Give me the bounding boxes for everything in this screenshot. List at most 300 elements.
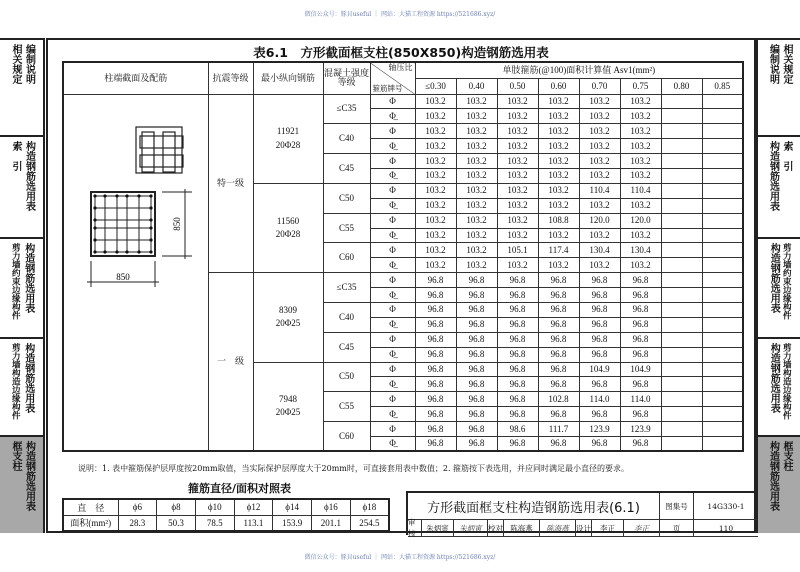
area-value: 103.2 bbox=[538, 228, 579, 243]
diameter-value: ϕ10 bbox=[195, 499, 234, 515]
concrete-grade: C45 bbox=[323, 332, 370, 362]
area-value bbox=[702, 168, 743, 183]
designer-name: 李正 bbox=[592, 520, 624, 537]
area-value: 96.8 bbox=[415, 436, 456, 451]
section-tab-inner-label: 构造钢筋选用表 bbox=[767, 441, 779, 511]
section-tab-1[interactable] bbox=[0, 137, 43, 239]
area-value: 96.8 bbox=[456, 347, 497, 362]
header-ratio: 0.50 bbox=[497, 78, 538, 94]
area-value: 102.8 bbox=[538, 392, 579, 407]
rebar-selection-table bbox=[62, 61, 744, 452]
stirrup-grade-symbol: Φ̲ bbox=[370, 168, 415, 183]
concrete-grade: ≤C35 bbox=[323, 94, 370, 124]
section-tab-0[interactable] bbox=[758, 40, 800, 137]
area-value: 96.8 bbox=[579, 317, 620, 332]
atlas-number: 14G330-1 bbox=[694, 493, 758, 520]
area-value: 96.8 bbox=[497, 288, 538, 303]
area-value: 96.8 bbox=[456, 436, 497, 451]
stirrup-grade-symbol: Φ bbox=[370, 124, 415, 139]
area-value: 96.8 bbox=[456, 302, 497, 317]
area-value: 103.2 bbox=[456, 183, 497, 198]
header-axial-ratio: 轴压比 bbox=[388, 63, 413, 72]
area-value: 96.8 bbox=[620, 273, 661, 288]
area-value bbox=[661, 168, 702, 183]
page-number: 110 bbox=[694, 520, 758, 537]
area-value bbox=[661, 109, 702, 124]
area-value: 96.8 bbox=[538, 362, 579, 377]
area-value: 103.2 bbox=[415, 124, 456, 139]
area-value: 103.2 bbox=[538, 94, 579, 109]
min-rebar-bars: 20Φ28 bbox=[275, 229, 301, 240]
area-value: 103.2 bbox=[415, 243, 456, 258]
area-value: 96.8 bbox=[538, 302, 579, 317]
area-value: 120.0 bbox=[620, 213, 661, 228]
area-value: 96.8 bbox=[538, 407, 579, 422]
area-value: 254.5 bbox=[350, 515, 389, 531]
area-value bbox=[702, 243, 743, 258]
section-tab-1[interactable] bbox=[758, 137, 800, 239]
page-label: 页 bbox=[660, 520, 694, 537]
header-concrete-grade: 混凝土强度等级 bbox=[323, 62, 370, 94]
area-value bbox=[661, 154, 702, 169]
area-value: 96.8 bbox=[579, 377, 620, 392]
header-ratio: 0.70 bbox=[579, 78, 620, 94]
atlas-label: 图集号 bbox=[660, 493, 694, 520]
area-value: 103.2 bbox=[579, 124, 620, 139]
area-value: 114.0 bbox=[620, 392, 661, 407]
section-tab-outer-label: 剪力墙构造边缘构件 bbox=[781, 343, 792, 420]
area-value bbox=[702, 228, 743, 243]
area-value: 103.2 bbox=[456, 258, 497, 273]
concrete-grade: C55 bbox=[323, 392, 370, 422]
area-value: 103.2 bbox=[415, 94, 456, 109]
area-value bbox=[702, 288, 743, 303]
area-value: 103.2 bbox=[579, 198, 620, 213]
stirrup-grade-symbol: Φ̲ bbox=[370, 109, 415, 124]
area-value bbox=[702, 154, 743, 169]
stirrup-grade-symbol: Φ bbox=[370, 213, 415, 228]
min-rebar bbox=[253, 183, 323, 272]
stirrup-grade-symbol: Φ̲ bbox=[370, 347, 415, 362]
area-value: 103.2 bbox=[620, 198, 661, 213]
area-value: 103.2 bbox=[456, 139, 497, 154]
stirrup-grade-symbol: Φ bbox=[370, 362, 415, 377]
area-value: 120.0 bbox=[579, 213, 620, 228]
stirrup-grade-symbol: Φ̲ bbox=[370, 436, 415, 451]
area-value: 96.8 bbox=[456, 362, 497, 377]
area-value: 103.2 bbox=[538, 258, 579, 273]
right-section-tabs bbox=[756, 38, 800, 533]
area-value: 103.2 bbox=[538, 168, 579, 183]
area-value: 103.2 bbox=[456, 243, 497, 258]
area-value: 103.2 bbox=[579, 109, 620, 124]
area-value: 96.8 bbox=[538, 288, 579, 303]
area-value: 103.2 bbox=[497, 154, 538, 169]
header-ratio: 0.85 bbox=[702, 78, 743, 94]
area-value: 103.2 bbox=[497, 124, 538, 139]
section-tab-outer-label: 索 引 bbox=[781, 141, 792, 171]
area-value: 96.8 bbox=[579, 273, 620, 288]
concrete-grade: C60 bbox=[323, 243, 370, 273]
area-value: 103.2 bbox=[497, 94, 538, 109]
concrete-grade: C40 bbox=[323, 302, 370, 332]
stirrup-grade-symbol: Φ bbox=[370, 94, 415, 109]
min-rebar-bars: 20Φ28 bbox=[275, 139, 301, 150]
area-value: 96.8 bbox=[415, 302, 456, 317]
height-dimension: 850 bbox=[172, 216, 182, 231]
area-value bbox=[702, 258, 743, 273]
header-ratio: 0.75 bbox=[620, 78, 661, 94]
diameter-value: ϕ8 bbox=[157, 499, 196, 515]
area-value bbox=[702, 94, 743, 109]
section-tab-0[interactable] bbox=[0, 40, 43, 137]
area-value: 96.8 bbox=[497, 377, 538, 392]
area-value: 96.8 bbox=[538, 317, 579, 332]
area-value: 96.8 bbox=[497, 392, 538, 407]
area-value bbox=[702, 273, 743, 288]
diameter-label: 直 径 bbox=[63, 499, 118, 515]
area-value: 103.2 bbox=[579, 168, 620, 183]
area-value bbox=[661, 377, 702, 392]
stirrup-grade-symbol: Φ bbox=[370, 273, 415, 288]
area-value: 103.2 bbox=[538, 198, 579, 213]
area-value: 103.2 bbox=[456, 228, 497, 243]
area-value: 103.2 bbox=[497, 139, 538, 154]
min-rebar-area: 11921 bbox=[276, 126, 300, 137]
area-value: 103.2 bbox=[538, 154, 579, 169]
area-value: 103.2 bbox=[579, 139, 620, 154]
area-value: 103.2 bbox=[456, 94, 497, 109]
diameter-value: ϕ12 bbox=[234, 499, 273, 515]
header-min-rebar: 最小纵向钢筋 bbox=[253, 62, 323, 94]
width-dimension: 850 bbox=[116, 271, 130, 282]
area-value: 96.8 bbox=[456, 273, 497, 288]
diameter-table-title: 箍筋直径/面积对照表 bbox=[188, 482, 292, 495]
area-value: 103.2 bbox=[497, 198, 538, 213]
area-value: 103.2 bbox=[620, 109, 661, 124]
area-value: 103.2 bbox=[620, 228, 661, 243]
area-value: 96.8 bbox=[415, 347, 456, 362]
stirrup-grade-symbol: Φ̲ bbox=[370, 288, 415, 303]
area-value bbox=[661, 347, 702, 362]
area-value: 103.2 bbox=[497, 258, 538, 273]
area-value: 96.8 bbox=[415, 332, 456, 347]
section-tab-inner-label: 构造钢筋选用表 bbox=[23, 141, 35, 211]
area-value: 96.8 bbox=[415, 377, 456, 392]
area-value: 103.2 bbox=[415, 168, 456, 183]
area-value: 113.1 bbox=[234, 515, 273, 531]
area-value: 103.2 bbox=[456, 124, 497, 139]
seismic-grade: 一 级 bbox=[208, 273, 253, 452]
header-ratio: 0.60 bbox=[538, 78, 579, 94]
reviewer-name: 朱炳寅 bbox=[422, 520, 454, 537]
area-value: 96.8 bbox=[415, 392, 456, 407]
area-value: 103.2 bbox=[415, 139, 456, 154]
section-tab-outer-label: 相关规定 bbox=[10, 44, 21, 84]
area-value bbox=[661, 422, 702, 437]
area-value: 103.2 bbox=[620, 124, 661, 139]
stirrup-grade-symbol: Φ bbox=[370, 392, 415, 407]
header-stirrup-grade: 箍筋牌号 bbox=[372, 84, 403, 93]
area-value bbox=[661, 243, 702, 258]
stirrup-grade-symbol: Φ̲ bbox=[370, 258, 415, 273]
area-value bbox=[702, 407, 743, 422]
stirrup-grade-symbol: Φ̲ bbox=[370, 407, 415, 422]
area-value: 103.2 bbox=[579, 258, 620, 273]
header-seismic-grade: 抗震等级 bbox=[208, 62, 253, 94]
area-value: 103.2 bbox=[538, 124, 579, 139]
area-value bbox=[661, 288, 702, 303]
area-value: 96.8 bbox=[456, 332, 497, 347]
section-figure bbox=[63, 94, 208, 451]
area-value: 103.2 bbox=[415, 258, 456, 273]
section-tab-2[interactable] bbox=[758, 239, 800, 339]
area-value: 103.2 bbox=[415, 228, 456, 243]
left-section-tabs bbox=[0, 38, 45, 533]
area-value: 103.2 bbox=[579, 228, 620, 243]
min-rebar-bars: 20Φ25 bbox=[275, 318, 301, 329]
section-tab-inner-label: 构造钢筋选用表 bbox=[768, 243, 780, 313]
area-value: 123.9 bbox=[579, 422, 620, 437]
area-value: 130.4 bbox=[620, 243, 661, 258]
area-value: 96.8 bbox=[579, 436, 620, 451]
area-value: 96.8 bbox=[456, 288, 497, 303]
area-value: 96.8 bbox=[415, 273, 456, 288]
concrete-grade: C40 bbox=[323, 124, 370, 154]
table-row bbox=[63, 94, 743, 109]
area-value bbox=[661, 302, 702, 317]
area-value: 96.8 bbox=[579, 332, 620, 347]
area-value bbox=[661, 407, 702, 422]
section-tab-inner-label: 构造钢筋选用表 bbox=[767, 141, 779, 211]
concrete-grade: C45 bbox=[323, 154, 370, 184]
notes: 说明：1. 表中箍筋保护层厚度按20mm取值，当实际保护层厚度大于20mm时，可直接套用表中数值；2. 箍筋按下表选用，并应同时满足最小直径的要求。 bbox=[78, 464, 630, 473]
area-value: 96.8 bbox=[497, 362, 538, 377]
concrete-grade: C55 bbox=[323, 213, 370, 243]
area-value: 96.8 bbox=[456, 407, 497, 422]
section-tab-4[interactable] bbox=[0, 437, 43, 533]
section-tab-inner-label: 构造钢筋选用表 bbox=[23, 441, 35, 511]
column-section-drawing bbox=[64, 95, 209, 453]
stirrup-grade-symbol: Φ bbox=[370, 422, 415, 437]
area-value: 96.8 bbox=[538, 436, 579, 451]
area-value bbox=[702, 377, 743, 392]
area-value: 96.8 bbox=[579, 407, 620, 422]
min-rebar bbox=[253, 94, 323, 183]
min-rebar-area: 7948 bbox=[279, 393, 297, 404]
diameter-value: ϕ16 bbox=[312, 499, 351, 515]
area-value: 96.8 bbox=[456, 422, 497, 437]
stirrup-grade-symbol: Φ bbox=[370, 332, 415, 347]
area-value: 96.8 bbox=[497, 436, 538, 451]
area-value: 96.8 bbox=[579, 288, 620, 303]
area-value: 96.8 bbox=[579, 302, 620, 317]
designer-signature: 李正 bbox=[624, 520, 660, 537]
area-value bbox=[702, 124, 743, 139]
header-ratio: ≤0.30 bbox=[415, 78, 456, 94]
area-value bbox=[702, 317, 743, 332]
section-tab-outer-label: 框支柱 bbox=[10, 441, 21, 471]
section-tab-inner-label: 构造钢筋选用表 bbox=[768, 343, 780, 413]
area-value bbox=[702, 347, 743, 362]
section-tab-outer-label: 剪力墙构造边缘构件 bbox=[10, 343, 21, 420]
area-value: 96.8 bbox=[620, 377, 661, 392]
min-rebar-area: 8309 bbox=[279, 304, 297, 315]
area-value: 111.7 bbox=[538, 422, 579, 437]
area-value: 96.8 bbox=[620, 302, 661, 317]
drawing-frame bbox=[46, 38, 756, 538]
stirrup-grade-symbol: Φ̲ bbox=[370, 317, 415, 332]
area-value: 96.8 bbox=[497, 273, 538, 288]
area-value: 96.8 bbox=[620, 347, 661, 362]
area-value: 96.8 bbox=[620, 332, 661, 347]
area-value: 103.2 bbox=[538, 109, 579, 124]
area-value: 96.8 bbox=[538, 347, 579, 362]
area-value: 50.3 bbox=[157, 515, 196, 531]
area-value bbox=[661, 436, 702, 451]
area-value: 110.4 bbox=[620, 183, 661, 198]
area-value: 96.8 bbox=[415, 362, 456, 377]
area-value: 103.2 bbox=[456, 198, 497, 213]
area-value bbox=[661, 228, 702, 243]
section-tab-outer-label: 剪力墙约束边缘构件 bbox=[781, 243, 792, 320]
stirrup-grade-symbol: Φ bbox=[370, 154, 415, 169]
header-section: 柱端截面及配筋 bbox=[63, 62, 208, 94]
area-value: 103.2 bbox=[497, 183, 538, 198]
area-value: 153.9 bbox=[273, 515, 312, 531]
area-value: 96.8 bbox=[415, 422, 456, 437]
area-value bbox=[661, 183, 702, 198]
area-value: 96.8 bbox=[415, 288, 456, 303]
stirrup-grade-symbol: Φ bbox=[370, 183, 415, 198]
area-value: 123.9 bbox=[620, 422, 661, 437]
area-value bbox=[702, 183, 743, 198]
check-label: 校对 bbox=[488, 520, 504, 537]
area-value: 103.2 bbox=[579, 154, 620, 169]
watermark-top: 微信公众号：豚貝useful ｜ 网站：大猫工程资源 https://521686.xyz/ bbox=[304, 11, 496, 18]
stirrup-grade-symbol: Φ̲ bbox=[370, 228, 415, 243]
area-value bbox=[702, 213, 743, 228]
area-value bbox=[661, 362, 702, 377]
area-value bbox=[702, 392, 743, 407]
area-value bbox=[702, 436, 743, 451]
area-value bbox=[661, 94, 702, 109]
area-value: 96.8 bbox=[415, 317, 456, 332]
area-value: 103.2 bbox=[497, 228, 538, 243]
stirrup-grade-symbol: Φ̲ bbox=[370, 377, 415, 392]
area-value: 103.2 bbox=[620, 168, 661, 183]
area-value bbox=[702, 422, 743, 437]
section-tab-inner-label: 编制说明 bbox=[767, 44, 779, 84]
area-value bbox=[661, 213, 702, 228]
area-value: 28.3 bbox=[118, 515, 157, 531]
area-value: 96.8 bbox=[620, 407, 661, 422]
area-value: 130.4 bbox=[579, 243, 620, 258]
min-rebar-area: 11560 bbox=[276, 215, 300, 226]
concrete-grade: C50 bbox=[323, 183, 370, 213]
area-value: 103.2 bbox=[456, 109, 497, 124]
area-value: 103.2 bbox=[620, 94, 661, 109]
diameter-area-table bbox=[62, 498, 390, 532]
area-value: 96.8 bbox=[415, 407, 456, 422]
area-value: 96.8 bbox=[579, 347, 620, 362]
area-value: 104.9 bbox=[579, 362, 620, 377]
area-value: 103.2 bbox=[456, 168, 497, 183]
area-value bbox=[661, 392, 702, 407]
section-tab-3[interactable] bbox=[0, 339, 43, 437]
area-value: 103.2 bbox=[620, 258, 661, 273]
area-value: 96.8 bbox=[538, 273, 579, 288]
area-value: 104.9 bbox=[620, 362, 661, 377]
area-value: 103.2 bbox=[415, 183, 456, 198]
header-stirrup-area: 单肢箍筋(@100)面积计算值 Asv1(mm²) bbox=[415, 62, 743, 78]
area-value: 103.2 bbox=[538, 139, 579, 154]
area-value: 96.8 bbox=[538, 332, 579, 347]
area-value bbox=[702, 302, 743, 317]
area-value bbox=[661, 139, 702, 154]
section-tab-2[interactable] bbox=[0, 239, 43, 339]
area-value bbox=[661, 198, 702, 213]
area-value: 96.8 bbox=[456, 317, 497, 332]
title-block bbox=[406, 491, 756, 538]
area-value: 105.1 bbox=[497, 243, 538, 258]
area-value: 201.1 bbox=[312, 515, 351, 531]
stirrup-detail bbox=[136, 127, 183, 173]
seismic-grade: 特一级 bbox=[208, 94, 253, 273]
area-value: 103.2 bbox=[456, 154, 497, 169]
stirrup-grade-symbol: Φ bbox=[370, 243, 415, 258]
min-rebar bbox=[253, 273, 323, 362]
area-value: 103.2 bbox=[497, 213, 538, 228]
area-value: 117.4 bbox=[538, 243, 579, 258]
section-tab-outer-label: 框支柱 bbox=[781, 441, 792, 471]
diameter-value: ϕ18 bbox=[350, 499, 389, 515]
section-tab-inner-label: 构造钢筋选用表 bbox=[22, 343, 34, 413]
area-value: 96.8 bbox=[497, 302, 538, 317]
checker-signature: 陈海燕 bbox=[540, 520, 576, 537]
min-rebar-bars: 20Φ25 bbox=[275, 407, 301, 418]
area-value bbox=[702, 109, 743, 124]
design-label: 设计 bbox=[576, 520, 592, 537]
area-value: 103.2 bbox=[497, 168, 538, 183]
area-value: 96.8 bbox=[620, 317, 661, 332]
area-value bbox=[661, 317, 702, 332]
area-value: 103.2 bbox=[415, 109, 456, 124]
concrete-grade: C60 bbox=[323, 422, 370, 452]
section-tab-4[interactable] bbox=[758, 437, 800, 533]
area-value: 96.8 bbox=[620, 288, 661, 303]
section-tab-outer-label: 剪力墙约束边缘构件 bbox=[10, 243, 21, 320]
stirrup-grade-symbol: Φ̲ bbox=[370, 198, 415, 213]
area-value: 114.0 bbox=[579, 392, 620, 407]
section-tab-inner-label: 编制说明 bbox=[23, 44, 35, 84]
area-value bbox=[661, 332, 702, 347]
section-tab-inner-label: 构造钢筋选用表 bbox=[22, 243, 34, 313]
section-tab-3[interactable] bbox=[758, 339, 800, 437]
diameter-value: ϕ14 bbox=[273, 499, 312, 515]
concrete-grade: C50 bbox=[323, 362, 370, 392]
area-value: 96.8 bbox=[456, 392, 497, 407]
area-label: 面积(mm²) bbox=[63, 515, 118, 531]
section-tab-outer-label: 相关规定 bbox=[781, 44, 792, 84]
area-value: 96.8 bbox=[497, 407, 538, 422]
area-value: 96.8 bbox=[620, 436, 661, 451]
area-value: 103.2 bbox=[456, 213, 497, 228]
min-rebar bbox=[253, 362, 323, 451]
area-value bbox=[661, 273, 702, 288]
area-value: 98.6 bbox=[497, 422, 538, 437]
area-value bbox=[661, 124, 702, 139]
